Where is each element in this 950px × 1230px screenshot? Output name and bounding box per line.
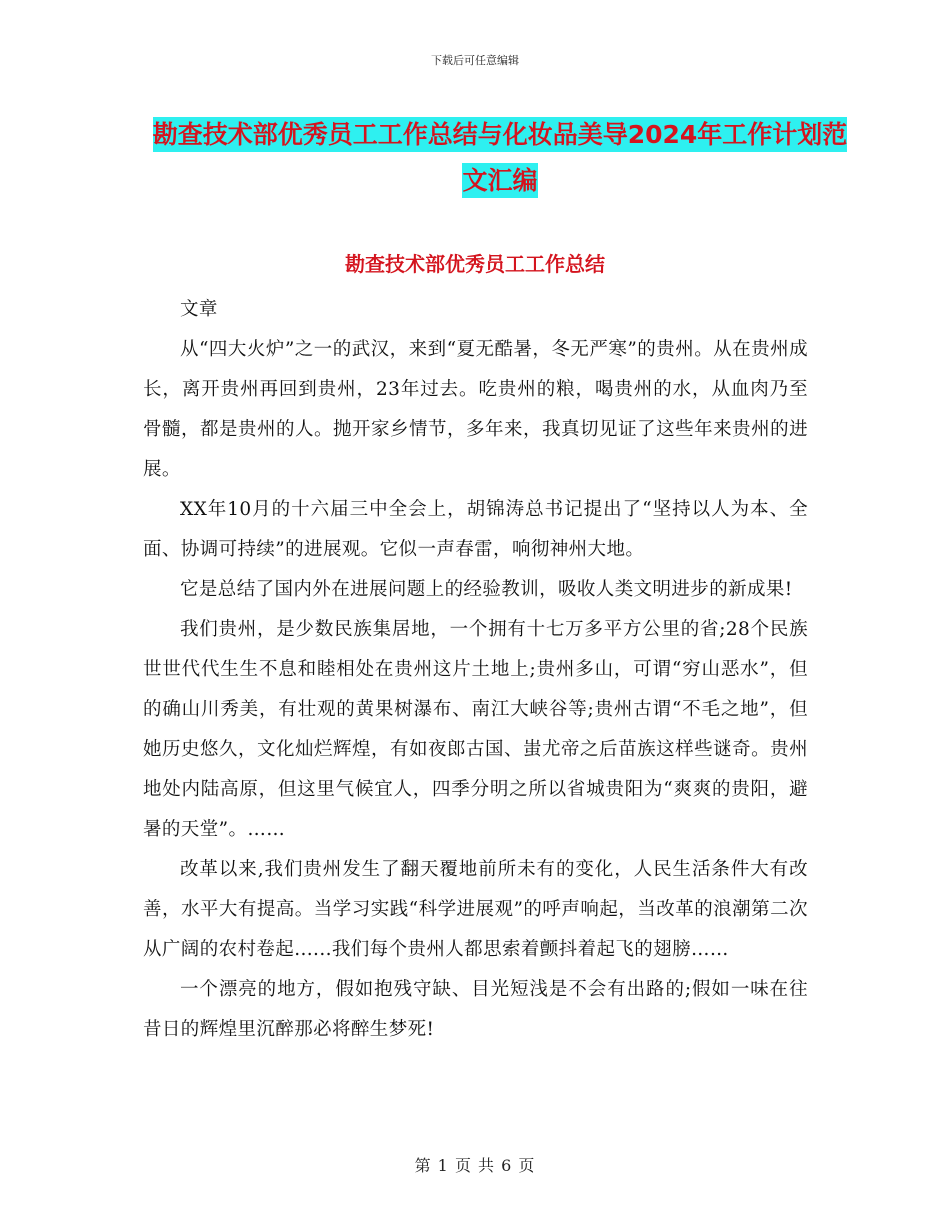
document-title [150, 112, 850, 204]
section-title: 勘查技术部优秀员工工作总结 [345, 252, 605, 276]
document-title-text: 勘查技术部优秀员工工作总结与化妆品美导2024年工作计划范文汇编 [153, 117, 848, 198]
paragraph: 从“四大火炉”之一的武汉，来到“夏无酷暑，冬无严寒”的贵州。从在贵州成长，离开贵州再回到贵州，23年过去。吃贵州的粮，喝贵州的水，从血肉乃至骨髓，都是贵州的人。抛开家乡情节，多年来，我真切见证了这些年来贵州的进展。 [143, 339, 808, 480]
document-body [143, 290, 808, 1050]
paragraph: XX年10月的十六届三中全会上，胡锦涛总书记提出了“坚持以人为本、全面、协调可持续”的进展观。它似一声春雷，响彻神州大地。 [143, 499, 808, 560]
paragraph-intro: 文章 [180, 299, 218, 320]
paragraph: 我们贵州，是少数民族集居地，一个拥有十七万多平方公里的省;28个民族世世代代生生不息和睦相处在贵州这片土地上;贵州多山，可谓“穷山恶水”，但的确山川秀美，有壮观的黄果树瀑布、南江大峡谷等;贵州古谓“不毛之地”，但她历史悠久，文化灿烂辉煌，有如夜郎古国、蚩尤帝之后苗族这样些谜奇。贵州地处内陆高原，但这里气候宜人，四季分明之所以省城贵阳为“爽爽的贵阳，避暑的天堂”。…… [143, 619, 808, 840]
paragraph: 改革以来,我们贵州发生了翻天覆地前所未有的变化，人民生活条件大有改善，水平大有提高。当学习实践“科学进展观”的呼声响起，当改革的浪潮第二次从广阔的农村卷起......我们每个贵州人都思索着颤抖着起飞的翅膀…… [143, 859, 808, 960]
paragraph: 它是总结了国内外在进展问题上的经验教训，吸收人类文明进步的新成果! [180, 579, 793, 600]
page-number: 第 1 页 共 6 页 [414, 1156, 536, 1175]
header-note: 下载后可任意编辑 [431, 54, 519, 67]
paragraph: 一个漂亮的地方，假如抱残守缺、目光短浅是不会有出路的;假如一味在往昔日的辉煌里沉醉那必将醉生梦死! [143, 979, 808, 1040]
